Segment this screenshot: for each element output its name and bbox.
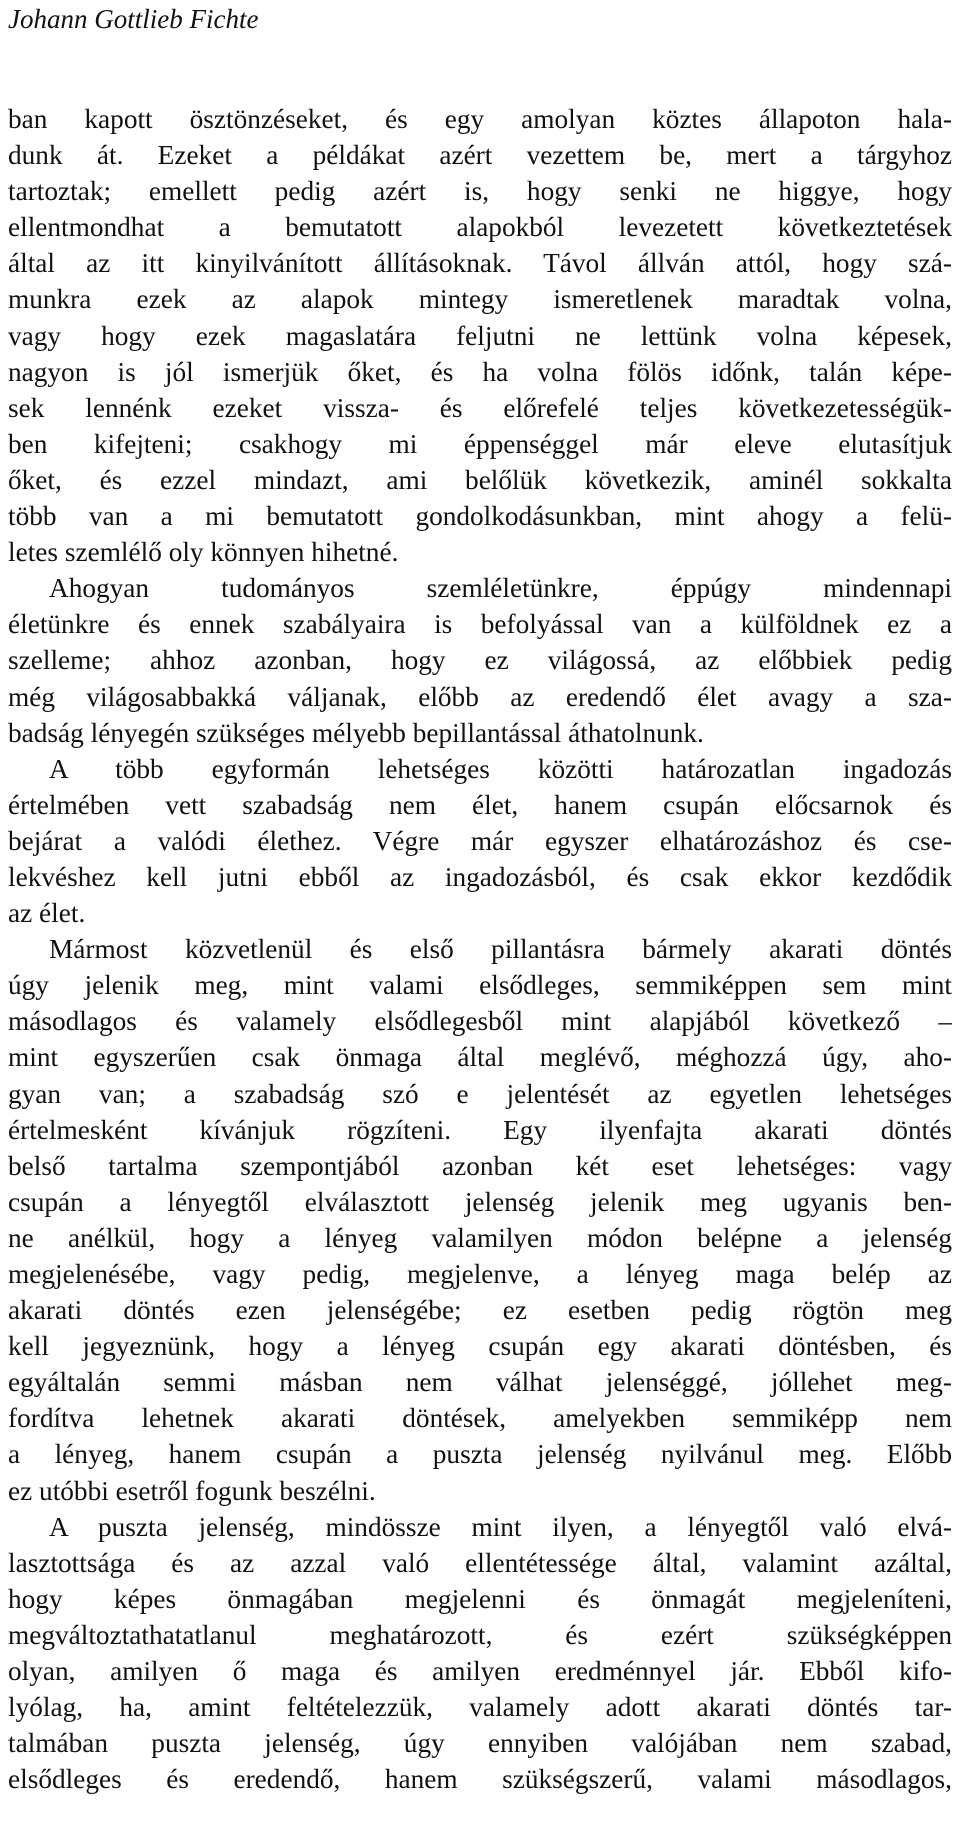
text-line: olyan, amilyen ő maga és amilyen eredménnyel jár. Ebből kifo- (8, 1656, 952, 1687)
text-line: elsődleges és eredendő, hanem szükségszerű, valami másodlagos, (8, 1764, 952, 1795)
text-line: kell jegyeznünk, hogy a lényeg csupán egy akarati döntésben, és (8, 1331, 952, 1362)
text-line: Mármost közvetlenül és első pillantásra bármely akarati döntés (49, 934, 952, 965)
text-line: lekvéshez kell jutni ebből az ingadozásból, és csak ekkor kezdődik (8, 861, 952, 892)
text-line: lyólag, ha, amint feltételezzük, valamely adott akarati döntés tar- (8, 1692, 952, 1723)
text-line: az élet. (8, 898, 86, 929)
text-line: munkra ezek az alapok mintegy ismeretlenek maradtak volna, (8, 284, 952, 315)
text-line: ne anélkül, hogy a lényeg valamilyen módon belépne a jelenség (8, 1222, 952, 1253)
text-line: badság lényegén szükséges mélyebb bepillantással áthatolnunk. (8, 717, 704, 748)
text-line: A több egyformán lehetséges közötti határozatlan ingadozás (49, 753, 952, 784)
text-line: a lényeg, hanem csupán a puszta jelenség nyilvánul meg. Előbb (8, 1439, 952, 1470)
text-line: lasztottsága és az azzal való ellentétessége által, valamint azáltal, (8, 1547, 952, 1578)
text-line: másodlagos és valamely elsődlegesből mint alapjából következő – (8, 1006, 952, 1037)
text-line: belső tartalma szempontjából azonban két eset lehetséges: vagy (8, 1150, 952, 1181)
text-line: nagyon is jól ismerjük őket, és ha volna fölös időnk, talán képe- (8, 356, 952, 387)
text-line: több van a mi bemutatott gondolkodásunkban, mint ahogy a felü- (8, 501, 952, 532)
text-line: bejárat a valódi élethez. Végre már egyszer elhatározáshoz és cse- (8, 825, 952, 856)
text-line: által az itt kinyilvánított állításoknak. Távol állván attól, hogy szá- (8, 248, 952, 279)
text-line: értelmében vett szabadság nem élet, hanem csupán előcsarnok és (8, 789, 952, 820)
text-line: ban kapott ösztönzéseket, és egy amolyan köztes állapoton hala- (8, 104, 952, 134)
text-line: hogy képes önmagában megjelenni és önmagát megjeleníteni, (8, 1583, 952, 1614)
text-line: fordítva lehetnek akarati döntések, amelyekben semmiképp nem (8, 1403, 952, 1434)
text-line: akarati döntés ezen jelenségébe; ez esetben pedig rögtön meg (8, 1295, 952, 1326)
text-line: tartoztak; emellett pedig azért is, hogy senki ne higgye, hogy (8, 176, 952, 207)
text-line: megjelenésébe, vagy pedig, megjelenve, a lényeg maga belép az (8, 1259, 952, 1289)
text-line: A puszta jelenség, mindössze mint ilyen, a lényegtől való elvá- (49, 1511, 952, 1542)
text-line: megváltoztathatatlanul meghatározott, és ezért szükségképpen (8, 1619, 952, 1650)
text-line: úgy jelenik meg, mint valami elsődleges, semmiképpen sem mint (8, 970, 952, 1001)
text-line: ben kifejteni; csakhogy mi éppenséggel már eleve elutasítjuk (8, 428, 952, 459)
text-line: gyan van; a szabadság szó e jelentését az egyetlen lehetséges (8, 1078, 952, 1109)
text-line: sek lennénk ezeket vissza- és előrefelé teljes következetességük- (8, 392, 952, 423)
text-line: vagy hogy ezek magaslatára feljutni ne lettünk volna képesek, (8, 320, 952, 351)
text-line: csupán a lényegtől elválasztott jelenség jelenik meg ugyanis ben- (8, 1186, 952, 1217)
text-line: életünkre és ennek szabályaira is befolyással van a külföldnek ez a (8, 609, 952, 640)
text-line: dunk át. Ezeket a példákat azért vezettem be, mert a tárgyhoz (8, 140, 952, 171)
running-header-title: Johann Gottlieb Fichte (8, 4, 259, 34)
text-line: letes szemlélő oly könnyen hihetné. (8, 537, 399, 568)
body-text (0, 101, 952, 1797)
text-line: mint egyszerűen csak önmaga által meglévő, méghozzá úgy, aho- (8, 1042, 952, 1073)
text-line: értelmesként kívánjuk rögzíteni. Egy ilyenfajta akarati döntés (8, 1114, 952, 1145)
text-line: ez utóbbi esetről fogunk beszélni. (8, 1475, 376, 1506)
text-line: ellentmondhat a bemutatott alapokból levezetett következtetések (8, 212, 952, 243)
text-line: talmában puszta jelenség, úgy ennyiben valójában nem szabad, (8, 1728, 952, 1759)
text-line: szelleme; ahhoz azonban, hogy ez világossá, az előbbiek pedig (8, 645, 952, 676)
text-line: még világosabbakká váljanak, előbb az eredendő élet avagy a sza- (8, 681, 952, 712)
text-line: Ahogyan tudományos szemléletünkre, éppúgy mindennapi (49, 573, 952, 604)
text-line: egyáltalán semmi másban nem válhat jelenséggé, jóllehet meg- (8, 1367, 952, 1398)
text-line: őket, és ezzel mindazt, ami belőlük következik, aminél sokkalta (8, 464, 952, 495)
